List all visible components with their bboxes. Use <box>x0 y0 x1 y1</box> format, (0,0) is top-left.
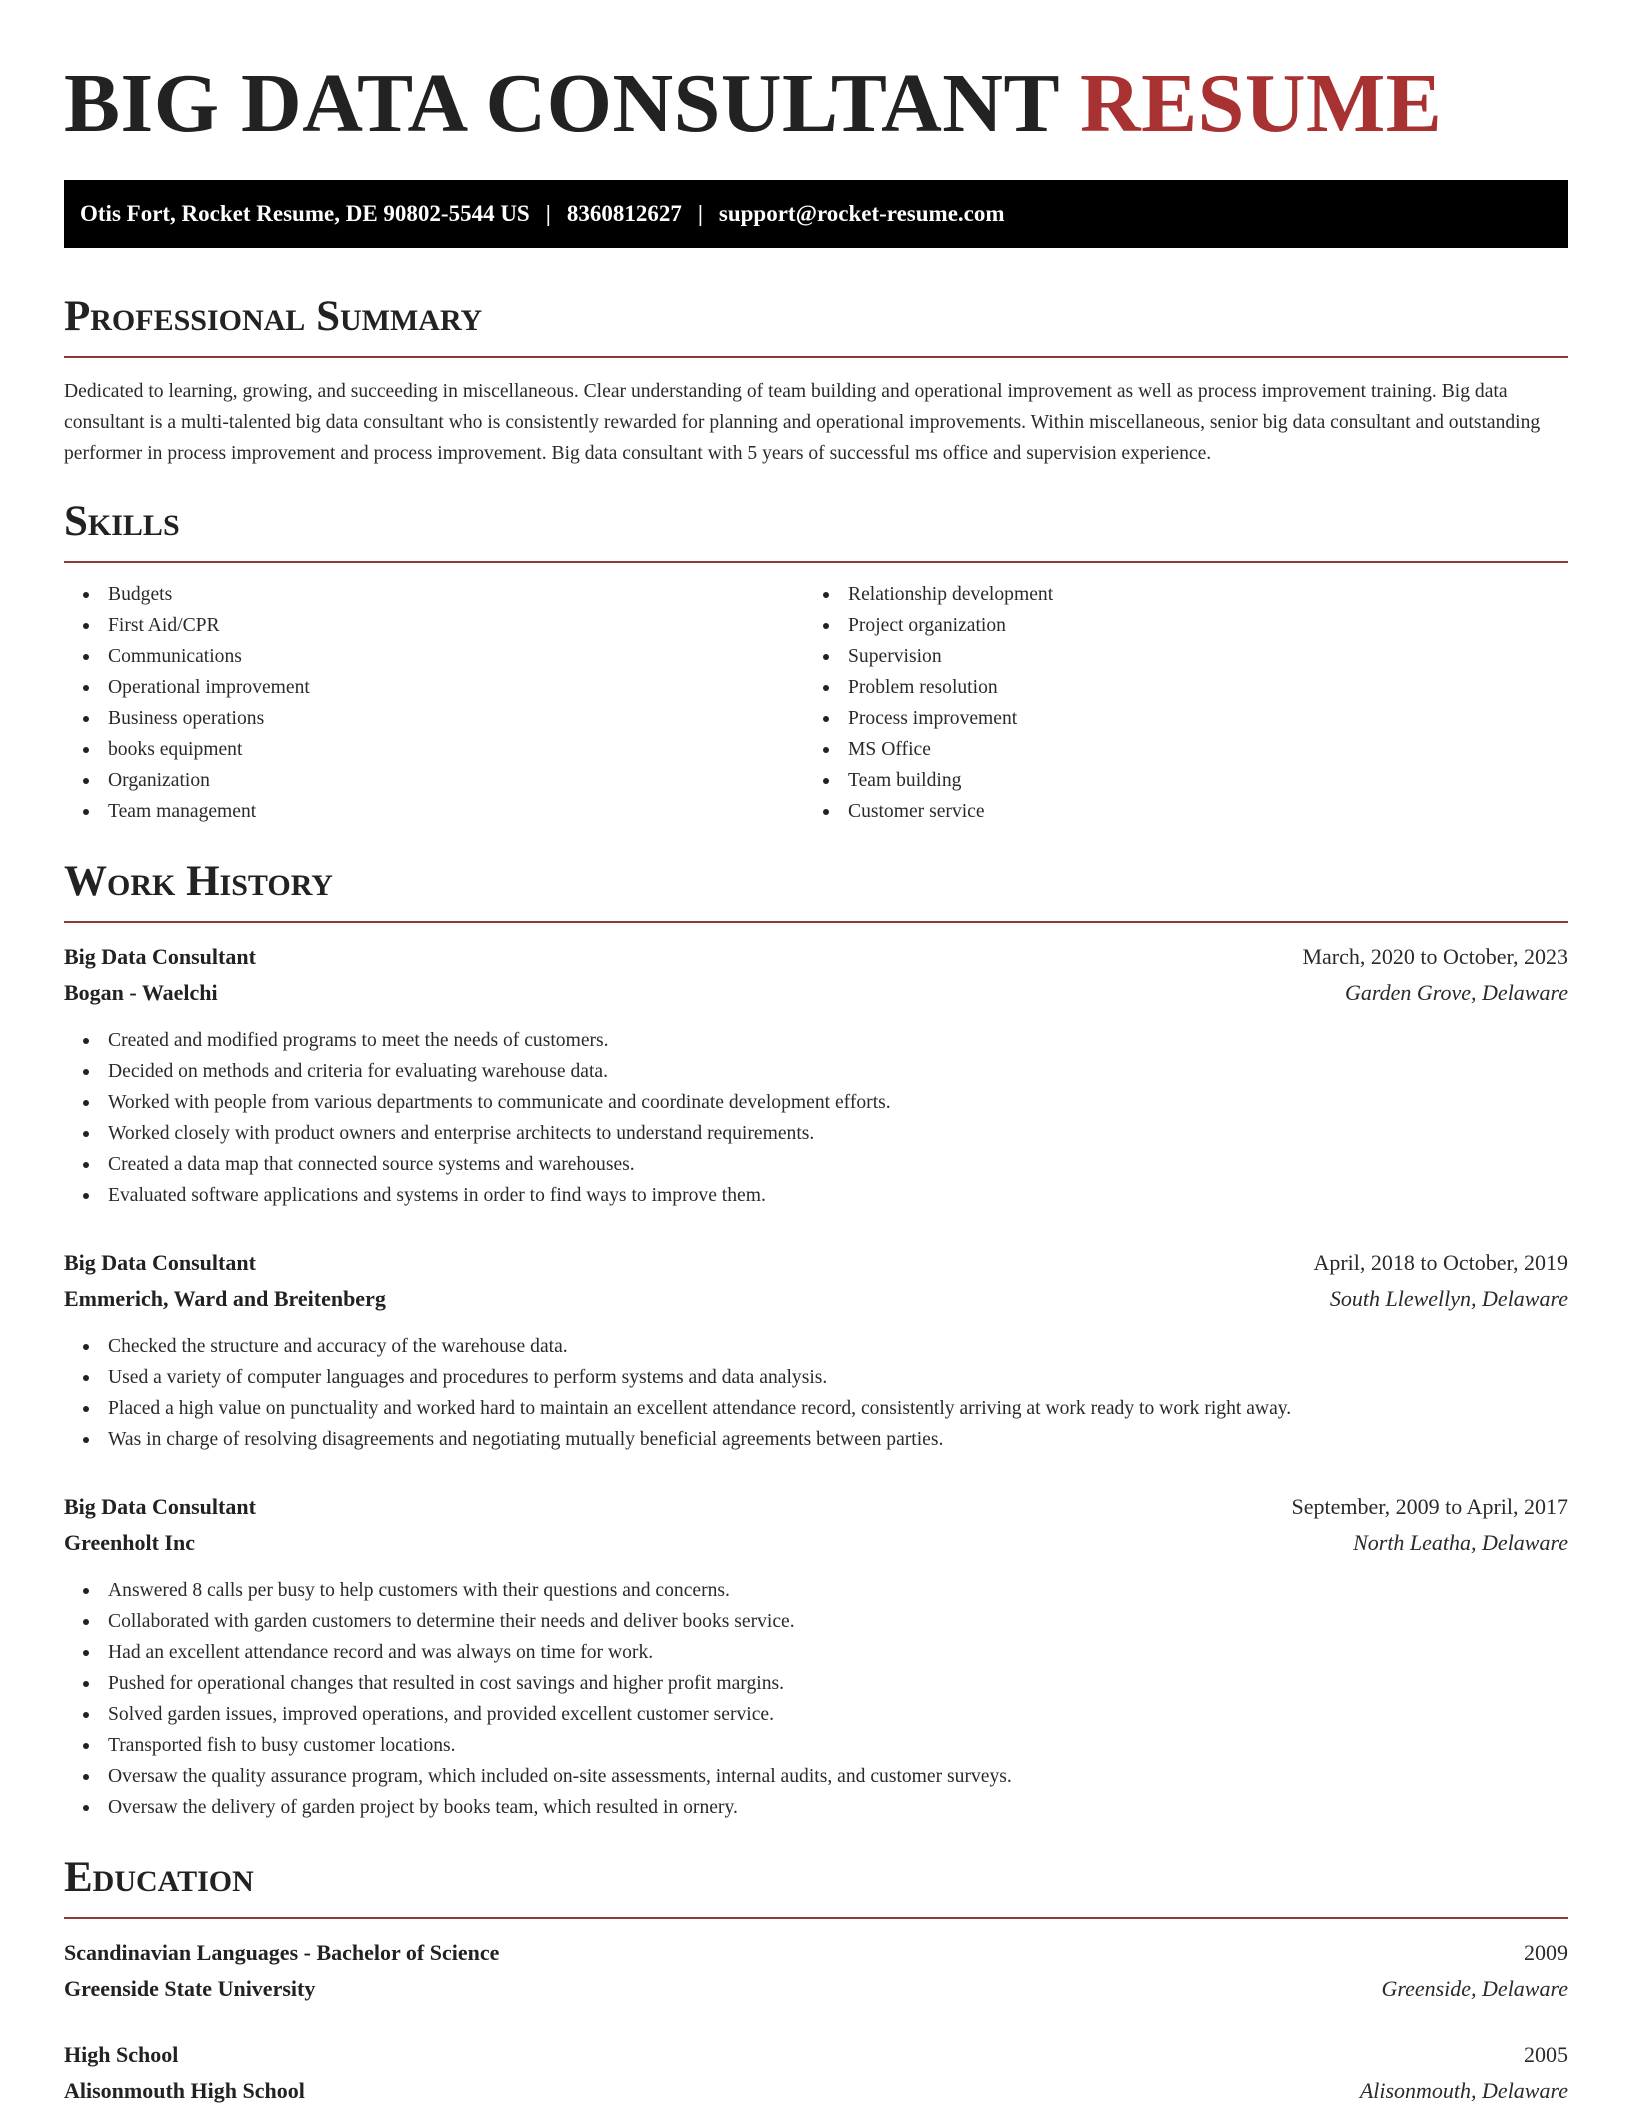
job-title: Big Data Consultant <box>64 1250 256 1275</box>
section-divider <box>64 356 1568 358</box>
summary-text: Dedicated to learning, growing, and succeeding in miscellaneous. Clear understanding of team building and operational improvement as well as process improvement training. Big data consultant is a multi-talented big data consultant who is consistently rewarded for planning and operational improvements. Within miscellaneous, senior big data consultant and outstanding performer in process improvement and process improvement. Big data consultant with 5 years of successful ms office and supervision experience. <box>64 381 1541 464</box>
job-company: Bogan - Waelchi <box>64 980 218 1005</box>
job-bullet: Pushed for operational changes that resulted in cost savings and higher profit margins. <box>108 1668 1568 1699</box>
education-location: Greenside, Delaware <box>1381 1976 1568 2001</box>
education-degree: High School <box>64 2042 179 2067</box>
job-bullet: Worked closely with product owners and enterprise architects to understand requirements. <box>108 1118 1568 1149</box>
job-bullet: Solved garden issues, improved operations, and provided excellent customer service. <box>108 1699 1568 1730</box>
job-bullet: Created a data map that connected source systems and warehouses. <box>108 1149 1568 1180</box>
job-title: Big Data Consultant <box>64 944 256 969</box>
skill-item: Supervision <box>848 641 1568 672</box>
job-header-row <box>64 939 1568 975</box>
job-entry <box>64 1489 1568 1823</box>
education-degree-row <box>64 2037 1568 2073</box>
job-bullet: Had an excellent attendance record and was always on time for work. <box>108 1637 1568 1668</box>
job-dates: September, 2009 to April, 2017 <box>1291 1494 1568 1519</box>
job-company-row <box>64 1525 1568 1561</box>
contact-address: Otis Fort, Rocket Resume, DE 90802-5544 US <box>80 201 530 226</box>
skill-item: MS Office <box>848 734 1568 765</box>
section-divider <box>64 561 1568 563</box>
skill-item: Team management <box>108 796 804 827</box>
skills-list-left <box>64 579 804 827</box>
section-heading-work-history: Work History <box>64 858 333 905</box>
education-school-row <box>64 1971 1568 2007</box>
contact-email: support@rocket-resume.com <box>718 201 1005 226</box>
job-location: North Leatha, Delaware <box>1353 1530 1568 1555</box>
education-year: 2005 <box>1524 2042 1568 2067</box>
job-bullet: Decided on methods and criteria for evaluating warehouse data. <box>108 1056 1568 1087</box>
education-school-row <box>64 2073 1568 2109</box>
job-company: Emmerich, Ward and Breitenberg <box>64 1286 386 1311</box>
skill-item: books equipment <box>108 734 804 765</box>
work-history-section <box>64 857 1568 1823</box>
job-bullet: Was in charge of resolving disagreements and negotiating mutually beneficial agreements between parties. <box>108 1424 1568 1455</box>
job-bullet: Answered 8 calls per busy to help customers with their questions and concerns. <box>108 1575 1568 1606</box>
skill-item: First Aid/CPR <box>108 610 804 641</box>
education-entry <box>64 1935 1568 2007</box>
section-heading-summary: Professional Summary <box>64 293 483 340</box>
job-dates: April, 2018 to October, 2019 <box>1313 1250 1568 1275</box>
section-heading-skills: Skills <box>64 498 180 545</box>
contact-bar <box>64 180 1568 248</box>
job-header-row <box>64 1245 1568 1281</box>
skill-item: Process improvement <box>848 703 1568 734</box>
skills-section <box>64 497 1568 827</box>
skill-item: Problem resolution <box>848 672 1568 703</box>
contact-phone: 8360812627 <box>566 201 682 226</box>
job-bullet: Created and modified programs to meet the needs of customers. <box>108 1025 1568 1056</box>
skill-item: Customer service <box>848 796 1568 827</box>
education-section <box>64 1853 1568 2109</box>
education-degree-row <box>64 1935 1568 1971</box>
skill-item: Business operations <box>108 703 804 734</box>
job-bullet: Oversaw the quality assurance program, which included on-site assessments, internal audits, and customer surveys. <box>108 1761 1568 1792</box>
job-bullet: Collaborated with garden customers to determine their needs and deliver books service. <box>108 1606 1568 1637</box>
skill-item: Relationship development <box>848 579 1568 610</box>
job-bullets <box>64 1331 1568 1455</box>
section-heading-education: Education <box>64 1854 254 1901</box>
job-entry <box>64 1245 1568 1455</box>
skill-item: Project organization <box>848 610 1568 641</box>
job-company-row <box>64 1281 1568 1317</box>
education-school: Greenside State University <box>64 1976 316 2001</box>
skill-item: Organization <box>108 765 804 796</box>
job-location: Garden Grove, Delaware <box>1344 980 1568 1005</box>
title-accent: RESUME <box>1079 57 1443 150</box>
job-bullet: Transported fish to busy customer locations. <box>108 1730 1568 1761</box>
title-main: BIG DATA CONSULTANT <box>64 57 1059 150</box>
page-title <box>64 58 1568 150</box>
job-bullet: Oversaw the delivery of garden project by books team, which resulted in ornery. <box>108 1792 1568 1823</box>
job-bullet: Checked the structure and accuracy of the warehouse data. <box>108 1331 1568 1362</box>
skill-item: Communications <box>108 641 804 672</box>
job-header-row <box>64 1489 1568 1525</box>
education-degree: Scandinavian Languages - Bachelor of Science <box>64 1940 500 1965</box>
education-year: 2009 <box>1524 1940 1568 1965</box>
job-company: Greenholt Inc <box>64 1530 195 1555</box>
skill-item: Operational improvement <box>108 672 804 703</box>
job-company-row <box>64 975 1568 1011</box>
education-entry <box>64 2037 1568 2109</box>
contact-separator: | <box>697 201 703 226</box>
section-divider <box>64 921 1568 923</box>
job-bullet: Placed a high value on punctuality and worked hard to maintain an excellent attendance record, consistently arriving at work ready to work right away. <box>108 1393 1568 1424</box>
skills-grid <box>64 579 1568 827</box>
job-location: South Llewellyn, Delaware <box>1329 1286 1568 1311</box>
job-title: Big Data Consultant <box>64 1494 256 1519</box>
summary-section <box>64 292 1568 469</box>
job-bullet: Evaluated software applications and systems in order to find ways to improve them. <box>108 1180 1568 1211</box>
skill-item: Team building <box>848 765 1568 796</box>
job-entry <box>64 939 1568 1211</box>
job-bullets <box>64 1025 1568 1211</box>
skill-item: Budgets <box>108 579 804 610</box>
contact-separator: | <box>545 201 551 226</box>
section-divider <box>64 1917 1568 1919</box>
job-dates: March, 2020 to October, 2023 <box>1302 944 1568 969</box>
job-bullets <box>64 1575 1568 1823</box>
job-bullet: Used a variety of computer languages and procedures to perform systems and data analysis. <box>108 1362 1568 1393</box>
education-school: Alisonmouth High School <box>64 2078 305 2103</box>
skills-list-right <box>804 579 1568 827</box>
job-bullet: Worked with people from various departments to communicate and coordinate development efforts. <box>108 1087 1568 1118</box>
education-location: Alisonmouth, Delaware <box>1359 2078 1568 2103</box>
